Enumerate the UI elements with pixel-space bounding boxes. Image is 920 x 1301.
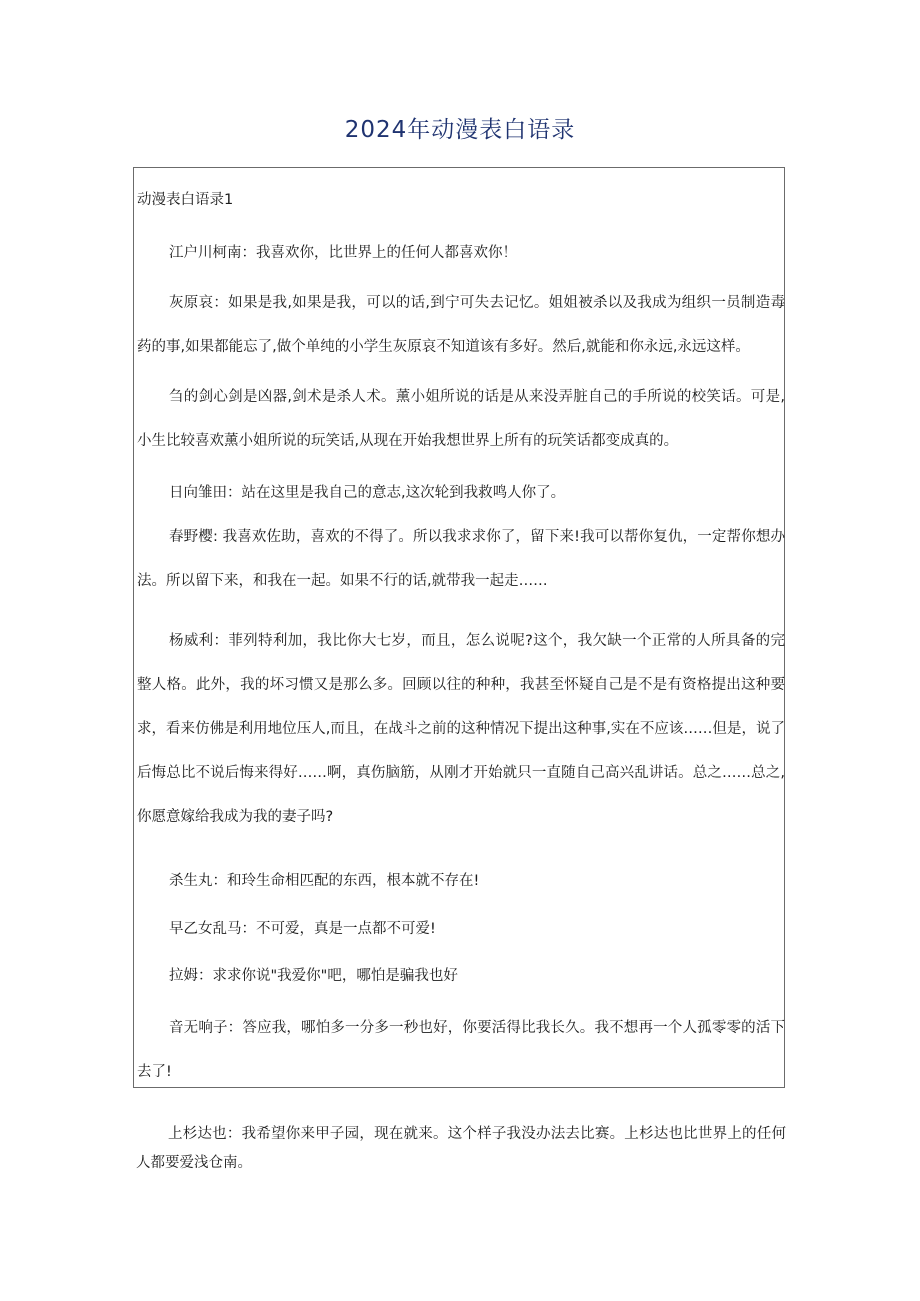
quote-lum: 拉姆：求求你说"我爱你"吧，哪怕是骗我也好 xyxy=(169,968,458,984)
quote-conan: 江户川柯南：我喜欢你，比世界上的任何人都喜欢你！ xyxy=(169,245,517,261)
section-heading: 动漫表白语录1 xyxy=(137,192,234,208)
document-title: 2024年动漫表白语录 xyxy=(344,117,576,143)
quote-sesshomaru: 杀生丸：和玲生命相匹配的东西，根本就不存在! xyxy=(169,873,480,889)
quote-hinata: 日向雏田：站在这里是我自己的意志,这次轮到我救鸣人你了。 xyxy=(169,485,566,501)
quote-kyoko: 音无响子：答应我，哪怕多一分多一秒也好，你要活得比我长久。我不想再一个人孤零零的活下去了! xyxy=(137,1020,785,1080)
quote-sakura: 春野樱: 我喜欢佐助，喜欢的不得了。所以我求求你了，留下来!我可以帮你复仇，一定帮你想办法。所以留下来，和我在一起。如果不行的话,就带我一起走…… xyxy=(137,529,785,589)
quote-table-box xyxy=(133,167,785,1088)
quote-uesugi: 上杉达也：我希望你来甲子园，现在就来。这个样子我没办法去比赛。上杉达也比世界上的任何人都要爱浅仓南。 xyxy=(136,1126,786,1171)
quote-ranma: 早乙女乱马：不可爱，真是一点都不可爱! xyxy=(169,921,436,937)
quote-kenshin: 刍的剑心剑是凶器,剑术是杀人术。薰小姐所说的话是从来没弄脏自己的手所说的校笑话。可是,小生比较喜欢薰小姐所说的玩笑话,从现在开始我想世界上所有的玩笑话都变成真的。 xyxy=(137,389,785,449)
quote-yang-wenli: 杨威利：菲列特利加，我比你大七岁，而且，怎么说呢?这个，我欠缺一个正常的人所具备的完整人格。此外，我的坏习惯又是那么多。回顾以往的种种，我甚至怀疑自己是不是有资格提出这种要求，看来仿佛是利用地位压人,而且，在战斗之前的这种情况下提出这种事,实在不应该……但是，说了后悔总比不说后悔来得好……啊，真伤脑筋，从刚才开始就只一直随自己高兴乱讲话。总之……总之,你愿意嫁给我成为我的妻子吗? xyxy=(137,633,785,825)
quote-haibara: 灰原哀：如果是我,如果是我，可以的话,到宁可失去记忆。姐姐被杀以及我成为组织一员制造毒药的事,如果都能忘了,做个单纯的小学生灰原哀不知道该有多好。然后,就能和你永远,永远这样。 xyxy=(137,295,785,355)
